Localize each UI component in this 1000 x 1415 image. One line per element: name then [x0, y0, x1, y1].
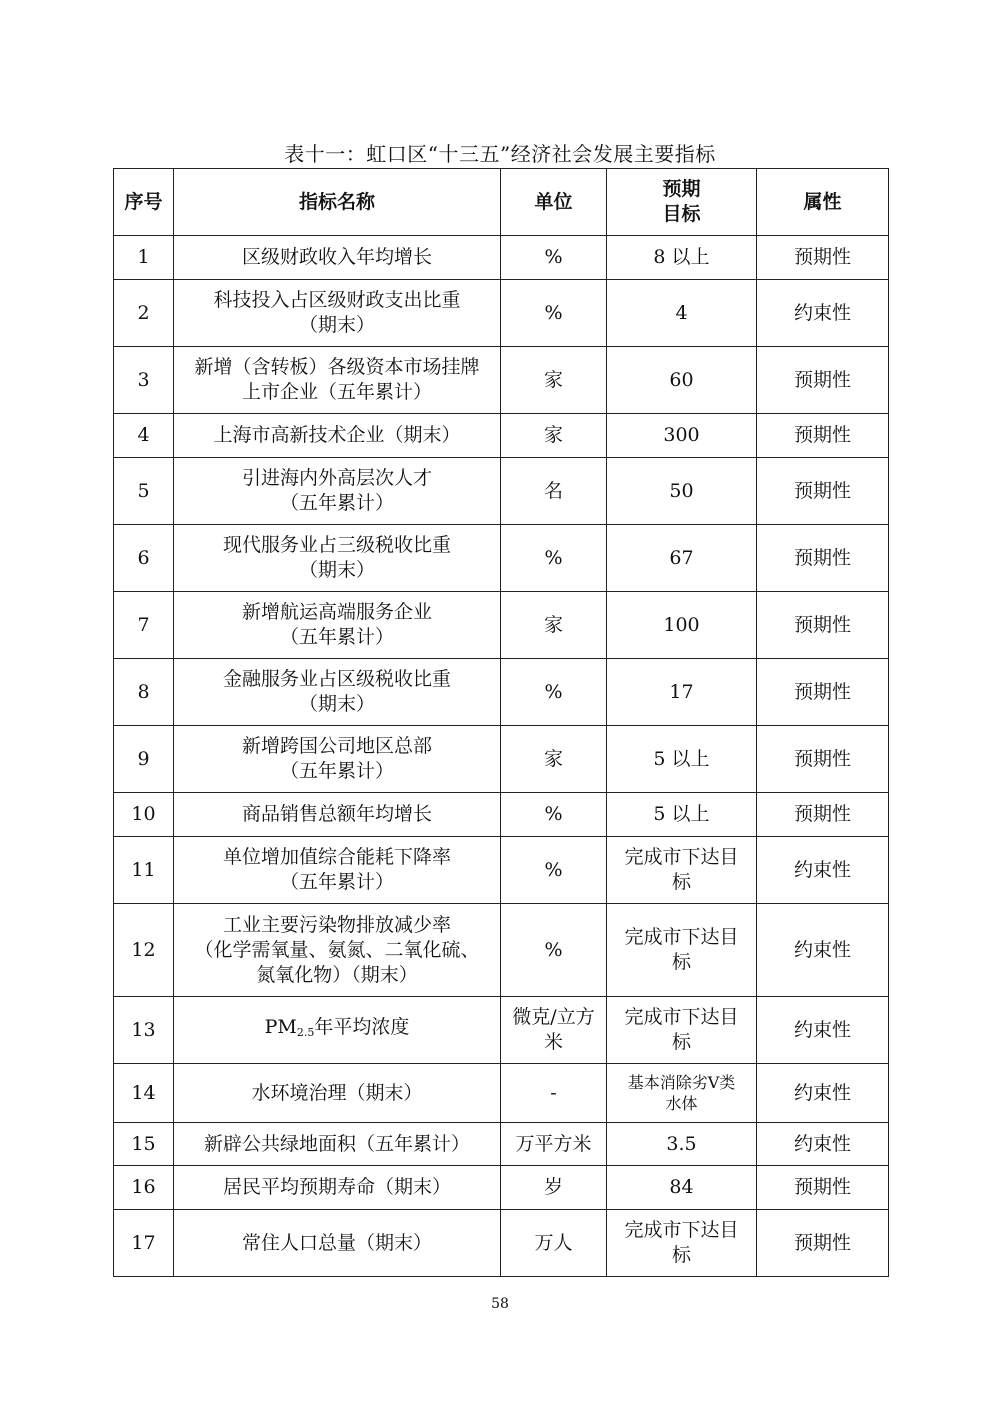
cell-name-line: （期末）: [298, 559, 375, 581]
cell-attr: 预期性: [757, 347, 889, 414]
cell-name-line: 现代服务业占三级税收比重: [222, 534, 451, 556]
cell-name: 区级财政收入年均增长: [174, 236, 501, 280]
cell-seq: 14: [114, 1064, 174, 1123]
page-number: 58: [491, 1296, 509, 1312]
cell-attr: 约束性: [757, 837, 889, 904]
cell-name-line: （期末）: [298, 314, 375, 336]
cell-attr: 预期性: [757, 458, 889, 525]
table-row: [114, 837, 889, 904]
cell-attr: 预期性: [757, 726, 889, 793]
cell-seq: 1: [114, 236, 174, 280]
cell-name-line: （五年累计）: [279, 492, 394, 514]
cell-unit: 岁: [501, 1166, 607, 1210]
cell-name-line: （五年累计）: [279, 871, 394, 893]
cell-attr: 预期性: [757, 793, 889, 837]
cell-name-line: 金融服务业占区级税收比重: [222, 668, 451, 690]
cell-target: 3.5: [607, 1123, 757, 1166]
header-unit: 单位: [501, 169, 607, 236]
table-row: [114, 793, 889, 837]
cell-attr: 预期性: [757, 414, 889, 458]
cell-target: 300: [607, 414, 757, 458]
cell-unit: 家: [501, 414, 607, 458]
cell-seq: 2: [114, 280, 174, 347]
cell-target: 8 以上: [607, 236, 757, 280]
cell-target-line: 完成市下达目: [624, 1006, 739, 1028]
table-row: [114, 726, 889, 793]
cell-name-line: 新增（含转板）各级资本市场挂牌: [194, 356, 480, 378]
table-row: [114, 236, 889, 280]
cell-target-line: 完成市下达目: [624, 926, 739, 948]
cell-unit: [501, 997, 607, 1064]
cell-target: 17: [607, 659, 757, 726]
cell-attr: 预期性: [757, 1210, 889, 1277]
cell-name-line: 新增航运高端服务企业: [241, 601, 432, 623]
cell-seq: 4: [114, 414, 174, 458]
cell-target: 4: [607, 280, 757, 347]
cell-name: [174, 904, 501, 997]
table-row: [114, 414, 889, 458]
header-attr: 属性: [757, 169, 889, 236]
cell-attr: 约束性: [757, 904, 889, 997]
cell-name-line: （化学需氧量、氨氮、二氧化硫、: [194, 938, 480, 961]
cell-name: 上海市高新技术企业（期末）: [174, 414, 501, 458]
cell-target: 100: [607, 592, 757, 659]
cell-name: [174, 726, 501, 793]
cell-seq: 11: [114, 837, 174, 904]
cell-target-line: 标: [671, 871, 691, 893]
cell-target: 67: [607, 525, 757, 592]
cell-unit: -: [501, 1064, 607, 1123]
cell-attr: 预期性: [757, 592, 889, 659]
header-seq: 序号: [114, 169, 174, 236]
cell-unit: %: [501, 659, 607, 726]
header-target-line1: 预期: [662, 178, 701, 200]
cell-unit: 家: [501, 347, 607, 414]
cell-target-line: 标: [671, 1244, 691, 1266]
cell-attr: 预期性: [757, 525, 889, 592]
table-row: [114, 997, 889, 1064]
cell-name-line: 科技投入占区级财政支出比重: [213, 289, 461, 311]
table-row: [114, 1123, 889, 1166]
cell-attr: 预期性: [757, 659, 889, 726]
cell-name-prefix: PM: [264, 1016, 297, 1038]
cell-name: [174, 525, 501, 592]
cell-unit: 家: [501, 726, 607, 793]
cell-name: 常住人口总量（期末）: [174, 1210, 501, 1277]
table-row: [114, 1210, 889, 1277]
cell-seq: 6: [114, 525, 174, 592]
table-row: [114, 1166, 889, 1210]
cell-attr: 约束性: [757, 280, 889, 347]
indicator-table: [113, 168, 889, 1277]
cell-target: 60: [607, 347, 757, 414]
cell-attr: 约束性: [757, 1123, 889, 1166]
cell-target: 50: [607, 458, 757, 525]
cell-unit: 家: [501, 592, 607, 659]
table-row: [114, 347, 889, 414]
cell-seq: 12: [114, 904, 174, 997]
cell-name: [174, 837, 501, 904]
cell-target: [607, 997, 757, 1064]
cell-seq: 9: [114, 726, 174, 793]
header-target-line2: 目标: [662, 203, 701, 225]
header-name: 指标名称: [174, 169, 501, 236]
cell-name-suffix: 年平均浓度: [314, 1016, 410, 1038]
table-row: [114, 525, 889, 592]
table-title: 表十一：虹口区“十三五”经济社会发展主要指标: [284, 142, 716, 166]
cell-unit: %: [501, 280, 607, 347]
cell-target: [607, 1210, 757, 1277]
cell-seq: 13: [114, 997, 174, 1064]
cell-unit: 万人: [501, 1210, 607, 1277]
cell-name: 居民平均预期寿命（期末）: [174, 1166, 501, 1210]
cell-target: [607, 1064, 757, 1123]
table-row: [114, 280, 889, 347]
header-row: [114, 169, 889, 236]
cell-unit: 名: [501, 458, 607, 525]
cell-name: [174, 997, 501, 1064]
cell-name: [174, 280, 501, 347]
cell-target-line: 完成市下达目: [624, 1219, 739, 1241]
cell-name-line: 工业主要污染物排放减少率: [222, 913, 451, 936]
cell-name-subscript: 2.5: [296, 1026, 315, 1039]
cell-seq: 7: [114, 592, 174, 659]
table-row: [114, 659, 889, 726]
cell-seq: 3: [114, 347, 174, 414]
cell-seq: 10: [114, 793, 174, 837]
cell-target: 5 以上: [607, 793, 757, 837]
cell-target-line: 标: [671, 1031, 691, 1053]
cell-name: [174, 592, 501, 659]
cell-name-line: 单位增加值综合能耗下降率: [222, 846, 451, 868]
cell-unit: %: [501, 236, 607, 280]
cell-name: 商品销售总额年均增长: [174, 793, 501, 837]
cell-target-line: 标: [671, 951, 691, 973]
cell-seq: 5: [114, 458, 174, 525]
cell-target-line: 完成市下达目: [624, 846, 739, 868]
cell-seq: 15: [114, 1123, 174, 1166]
cell-name: 水环境治理（期末）: [174, 1064, 501, 1123]
table-row: [114, 458, 889, 525]
cell-seq: 8: [114, 659, 174, 726]
cell-unit: %: [501, 837, 607, 904]
cell-name: 新辟公共绿地面积（五年累计）: [174, 1123, 501, 1166]
table-row: [114, 592, 889, 659]
cell-name-line: （期末）: [298, 693, 375, 715]
header-target: [607, 169, 757, 236]
cell-seq: 16: [114, 1166, 174, 1210]
cell-unit: %: [501, 793, 607, 837]
cell-name-line: 上市企业（五年累计）: [241, 381, 432, 403]
table-row: [114, 1064, 889, 1123]
cell-unit-line: 米: [543, 1031, 563, 1053]
cell-target: 5 以上: [607, 726, 757, 793]
cell-attr: 约束性: [757, 1064, 889, 1123]
cell-target: [607, 904, 757, 997]
cell-name-line: 引进海内外高层次人才: [241, 467, 432, 489]
cell-target: 84: [607, 1166, 757, 1210]
cell-name-line: 氮氧化物）（期末）: [256, 963, 418, 986]
cell-attr: 约束性: [757, 997, 889, 1064]
cell-unit-line: 微克/立方: [512, 1006, 595, 1028]
cell-seq: 17: [114, 1210, 174, 1277]
cell-target-line: 水体: [665, 1094, 698, 1113]
cell-attr: 预期性: [757, 1166, 889, 1210]
table-row: [114, 904, 889, 997]
cell-unit: 万平方米: [501, 1123, 607, 1166]
cell-name-line: （五年累计）: [279, 626, 394, 648]
cell-name: [174, 458, 501, 525]
cell-unit: %: [501, 525, 607, 592]
cell-unit: %: [501, 904, 607, 997]
cell-name-line: 新增跨国公司地区总部: [241, 735, 432, 757]
cell-target-line: 基本消除劣Ⅴ类: [627, 1073, 736, 1092]
cell-target: [607, 837, 757, 904]
cell-name-line: （五年累计）: [279, 760, 394, 782]
cell-name: [174, 659, 501, 726]
cell-attr: 预期性: [757, 236, 889, 280]
cell-name: [174, 347, 501, 414]
